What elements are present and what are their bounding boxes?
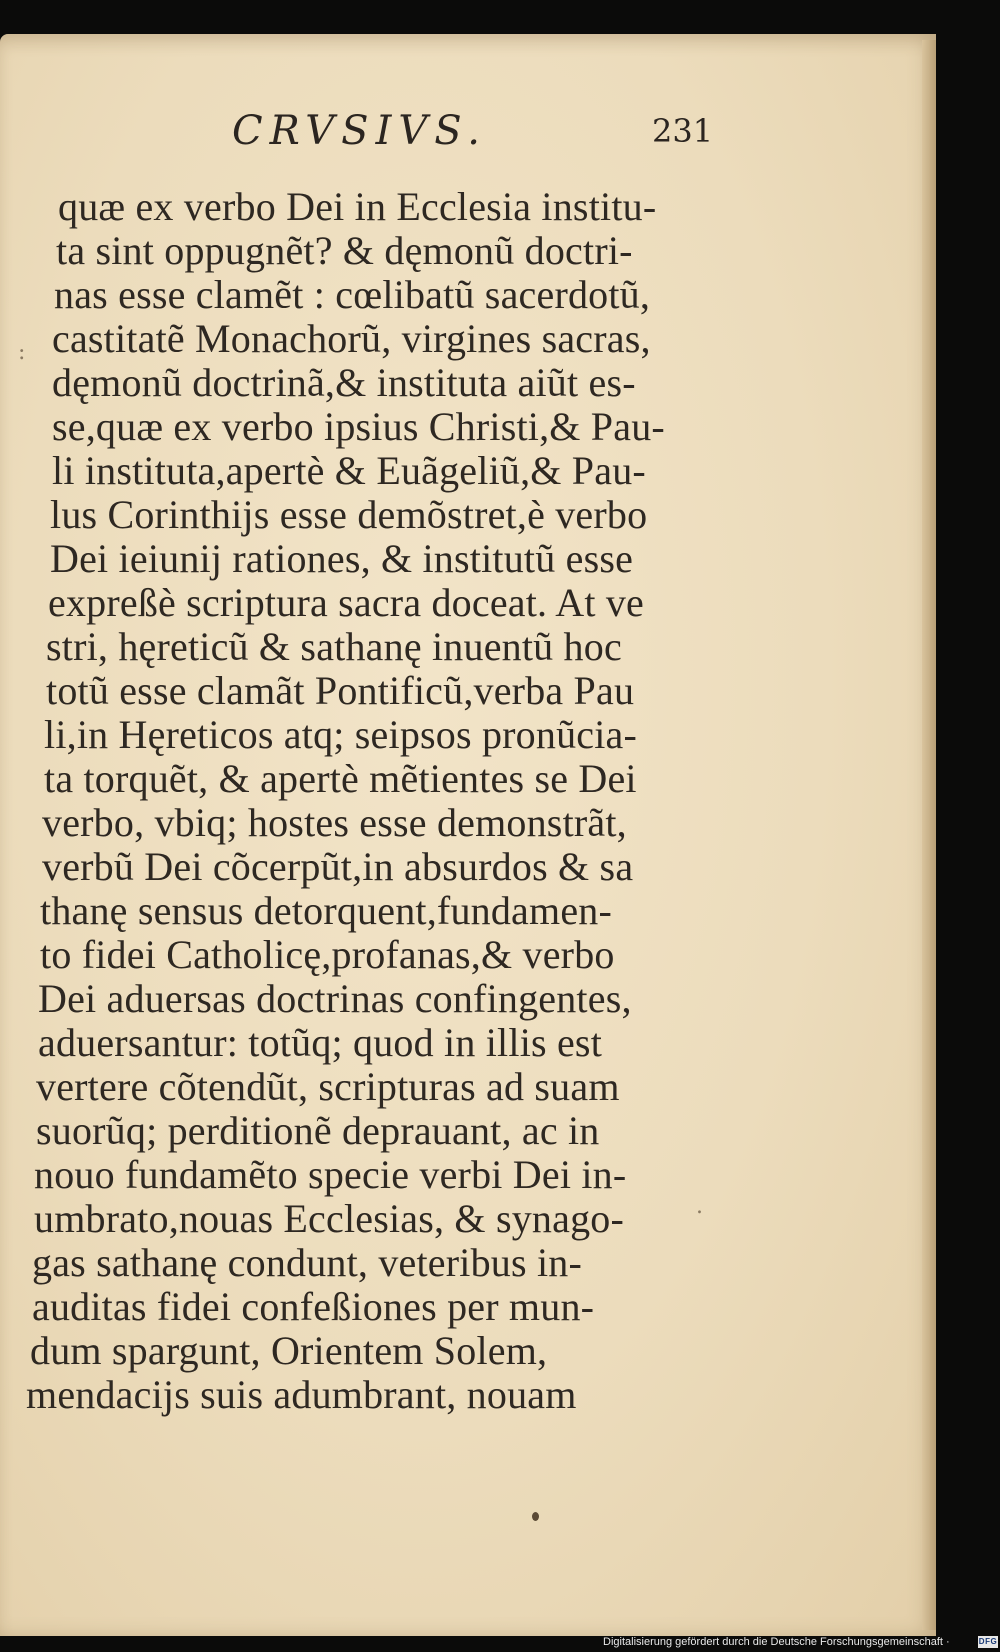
digitization-credit: Digitalisierung gefördert durch die Deutsche Forschungsgemeinschaft ·	[603, 1636, 950, 1648]
text-line: li,in Hęreticos atq; seipsos pronũcia-	[44, 712, 638, 757]
page-edge	[922, 40, 936, 1630]
text-line: mendacijs suis adumbrant, nouam	[26, 1372, 577, 1417]
text-line: Dei aduersas doctrinas confingentes,	[38, 976, 632, 1021]
text-line: nas esse clamẽt : cœlibatũ sacerdotũ,	[54, 272, 651, 317]
text-line: umbrato,nouas Ecclesias, & synago-	[34, 1196, 624, 1241]
running-head	[0, 108, 936, 178]
text-line: Dei ieiunij rationes, & institutũ esse	[50, 536, 634, 581]
text-line: gas sathanę condunt, veteribus in-	[32, 1240, 582, 1285]
text-line: ta torquẽt, & apertè mẽtientes se Dei	[44, 756, 637, 801]
running-title: CRVSIVS.	[232, 108, 487, 154]
margin-mark: .	[696, 1194, 703, 1219]
dfg-logo: DFG	[978, 1637, 998, 1646]
text-line: quæ ex verbo Dei in Ecclesia institu-	[58, 184, 657, 229]
text-line: stri, hęreticũ & sathanę inuentũ hoc	[46, 624, 622, 669]
book-page	[0, 34, 936, 1636]
text-line: se,quæ ex verbo ipsius Christi,& Pau-	[52, 404, 665, 449]
text-line: auditas fidei confeßiones per mun-	[32, 1284, 595, 1329]
text-line: expreßè scriptura sacra doceat. At ve	[48, 580, 644, 625]
page-number: 231	[652, 112, 714, 150]
text-line: aduersantur: totũq; quod in illis est	[38, 1020, 603, 1065]
text-line: li instituta,apertè & Euãgeliũ,& Pau-	[52, 448, 646, 493]
text-line: thanę sensus detorquent,fundamen-	[40, 888, 612, 933]
text-line: totũ esse clamãt Pontificũ,verba Pau	[46, 668, 635, 713]
margin-mark: :	[18, 340, 26, 365]
text-line: dęmonũ doctrinã,& instituta aiũt es-	[52, 360, 636, 405]
text-line: lus Corinthijs esse demõstret,è verbo	[50, 492, 648, 537]
text-line: verbo, vbiq; hostes esse demonstrãt,	[42, 800, 627, 845]
text-line: vertere cõtendũt, scripturas ad suam	[36, 1064, 620, 1109]
text-line: suorũq; perditionẽ deprauant, ac in	[36, 1108, 600, 1153]
text-line: nouo fundamẽto specie verbi Dei in-	[34, 1152, 627, 1197]
text-line: castitatẽ Monachorũ, virgines sacras,	[52, 316, 651, 361]
text-line: verbũ Dei cõcerpũt,in absurdos & sa	[42, 844, 634, 889]
ink-spot	[532, 1512, 539, 1521]
text-line: dum spargunt, Orientem Solem,	[30, 1328, 548, 1373]
text-line: ta sint oppugnẽt? & dęmonũ doctri-	[56, 228, 633, 273]
text-line: to fidei Catholicę,profanas,& verbo	[40, 932, 615, 977]
